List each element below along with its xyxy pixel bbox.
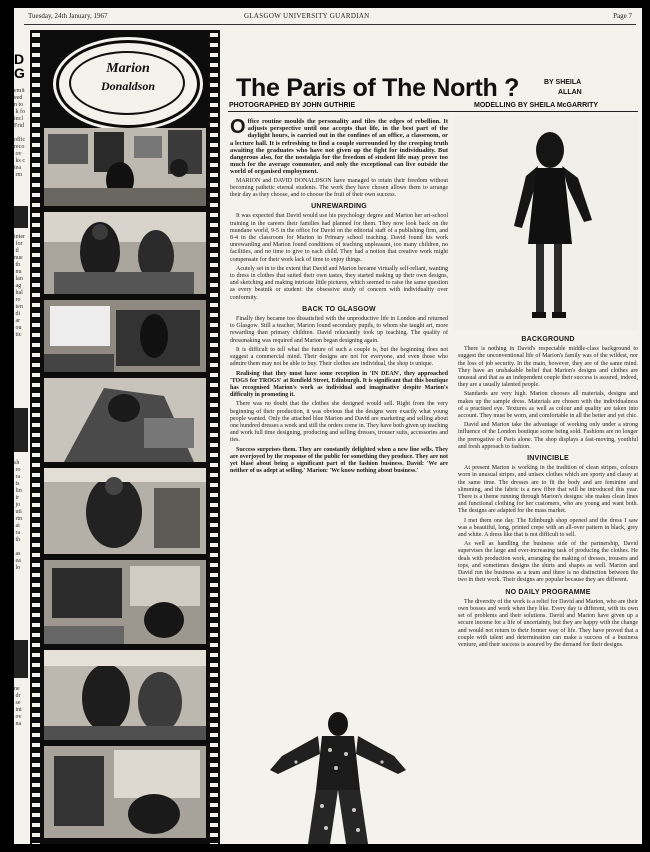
paragraph: There is nothing in David's respectable middle-class background to suggest the unconventional life of Marion's family was of the wildest, nor the loss of job security. In the main, however, they are of the same mind. They have an unshakable belief that Marion's designs and clothes are unusual and that as an independent couple their success is assured, indeed, they are a usually talented people. [458, 346, 638, 389]
model-photo-trouser-suit [226, 710, 452, 844]
film-perforation-right [210, 30, 218, 844]
film-frame-photo [44, 128, 206, 206]
adjacent-page-edge: D G emit eed n to k fo incl Frid offic reco ov ks c tea rm inter for tl nue th nu lan ag hal ro ten di ar ou tic sh ro ra ts lin ir jo uti rtn ai ra th as ea lo ne dr se int ov na [14, 28, 28, 844]
photo-credit: PHOTOGRAPHED BY JOHN GUTHRIE [229, 102, 356, 109]
paragraph: Success surprises them. They are constantly delighted when a new line sells. They are overjoyed by the response of the public for something they produce. They are not yet blasé about being a significant part of the fashion business. David: 'We are neither of us adept at selling.' Marion: 'We know nothing about business.' [230, 446, 448, 475]
logo-line-2: Donaldson [100, 79, 156, 93]
subhead-no-daily-programme: NO DAILY PROGRAMME [505, 588, 591, 596]
headline-rule [228, 111, 638, 112]
logo-line-1: Marion [106, 61, 150, 76]
paragraph: Realising that they must have some reception in 'IN DEAN', they approached 'TOGS for TROGS' at Renfield Street, Edinburgh. It is significant that this boutique has recognised Marion's work as individual and imaginative despite Marion's difficulty in promoting it. [230, 370, 448, 399]
subhead-back-to-glasgow: BACK TO GLASGOW [302, 305, 376, 313]
page-header [14, 8, 642, 24]
marion-donaldson-logo [56, 40, 200, 128]
paragraph: I met them one day. The Edinburgh shop opened and the dress I saw was a beautiful, long, printed crepe with an all-over pattern in black, grey and white. A dress like that is not difficult to sell. [458, 517, 638, 539]
subhead-invincible: INVINCIBLE [527, 455, 569, 463]
subhead-unrewarding: UNREWARDING [311, 203, 367, 211]
newspaper-page [14, 8, 642, 844]
article-column-1 [230, 118, 448, 708]
model-photo-minidress [454, 116, 638, 330]
masthead-name: GLASGOW UNIVERSITY GUARDIAN [244, 12, 370, 20]
film-frame-photo [44, 300, 206, 372]
paragraph: It is difficult to tell what the future of such a couple is, but the beginning does not suggest a commercial mind. Their designs are not for everyone, and even those who admire them may not be able to buy. Their clothes are individual, the shop is unique. [230, 346, 448, 368]
lead-paragraph: Office routine moulds the personality and tiles the edges of rebellion. It adjusts perspective until one accepts that life, in the best part of the daylight hours, is carried out in the confines of an office, a classroom, or a lecture hall. It is refreshing to find a couple surrounded by the creeping truth awaiting the graduates who have not given up the fight for individuality. But dangerous also, for the nostalgia for the freedom of student life may prove too much for the average commuter, and only the exceptional can live outside the world of organised employment. [230, 116, 448, 176]
paragraph: There was no doubt that the clothes she designed would sell. Right from the very beginning of their production, it was obvious that the designs were exactly what young people wanted. Only the attached blue Marion and David are marketing and selling about one hundred dresses a week and still the orders come in. They have both given up teaching and work full time designing, producing and selling dresses, trouser suits, accessories and ties. [230, 401, 448, 444]
film-frame-photo [44, 746, 206, 838]
film-frame-photo [44, 468, 206, 554]
paragraph: David and Marion take the advantage of working only under a strong influence of the London boutique scene being sold. Fashions are no longer the prerogative of Paris alone. The shop displays a fast-moving, youthful and fresh approach to fashion. [458, 422, 638, 450]
article-column-2 [458, 332, 638, 842]
film-strip-photos [30, 30, 220, 844]
film-frame-photo [44, 650, 206, 740]
film-frame-photo [44, 212, 206, 294]
paragraph: MARION and DAVID DONALDSON have managed to retain their freedom without becoming pathetic eternal students. The work they have chosen allows them to arrange their day as they choose, and to choose the fruit of their own success. [230, 177, 448, 199]
paragraph: The diversity of the work is a relief for David and Marion, who are their own bosses and work when they like. Every day is different, with its own set of problems and their solutions. David and Marion have given up a secure income for a life of uncertainty, but they are happy with the change and would not return to their former way of life. They have proved that a couple with talent and determination can make a success of a business venture, and their success is assured by the demand for their designs. [458, 598, 638, 648]
film-frame-photo [44, 560, 206, 644]
header-rule [24, 24, 636, 25]
page-number: Page 7 [613, 12, 632, 20]
paragraph: It was expected that David would use his psychology degree and Marion her art-school training in the careers their families had planned for them. They now look back on the mundane world, 9-5 in the office for David on the editorial staff of a publishing firm, and 8-4 in the classroom for Marion in Primary school teaching. David found his work unrewarding and Marion found conditions of teaching unpleasant, too many children, no facilities, and no time to give to each child. They had a notion that creative work might compensate for their work lack of time to enjoy things. [230, 213, 448, 263]
paragraph: At present Marion is working in the tradition of clean stripes, colours worn in unusual stripes, and unisex clothes which are sporty and classy at the same time. The dresses are to fit the body and are feminine and slimming, and the fabric is a new fibre that will be introduced this year. There is a theme running through Marion's designs: she makes clean lines and functional clothing for her customers, who are young and want both. The designs are adapted for the mass market. [458, 465, 638, 515]
subhead-background: BACKGROUND [521, 336, 575, 343]
film-frame-photo [44, 378, 206, 462]
article-headline: The Paris of The North ? [236, 74, 520, 102]
paragraph: As well as handling the business side of the partnership, David supervises the large and ever-increasing task of producing the clothes. He deals with production work, arranging the making of dresses, trousers and tops, and sometimes designs the shirts and shapes as well. Marion and David run the business as a team and there is no distinction between the two in their work. Their designs are popular because they are different. [458, 541, 638, 584]
film-perforation-left [32, 30, 40, 844]
issue-date: Tuesday, 24th January, 1967 [28, 12, 108, 20]
paragraph: Acutely set in to the extent that David and Marion became virtually self-reliant, wanting to dress in clothes that suited their own tastes, they started making up their own designs, and sketching and making intricate little pictures, which seemed to raise the same question as every beatnik or student: the obsessive study of concern with individuality over conformity. [230, 265, 448, 301]
model-credit: MODELLING BY SHEILA McGARRITY [474, 102, 599, 109]
paragraph: Finally they became too dissatisfied with the unproductive life in London and returned to Glasgow. Still a teacher, Marion found secondary pupils, to whom she taught art, more rewarding than primary children. David reluctantly took up teaching. The quality of dressmaking was required and Marion began designing again. [230, 316, 448, 344]
author-byline: BY SHEILA ALLAN [544, 79, 582, 96]
paragraph: Standards are very high. Marion chooses all materials, designs and makes up the sample dress. Materials are chosen with the individualness of a practised eye. Textures as well as colour and quality are taken into account. They must be worn, and comfortable in all the better and yet chic. [458, 391, 638, 420]
